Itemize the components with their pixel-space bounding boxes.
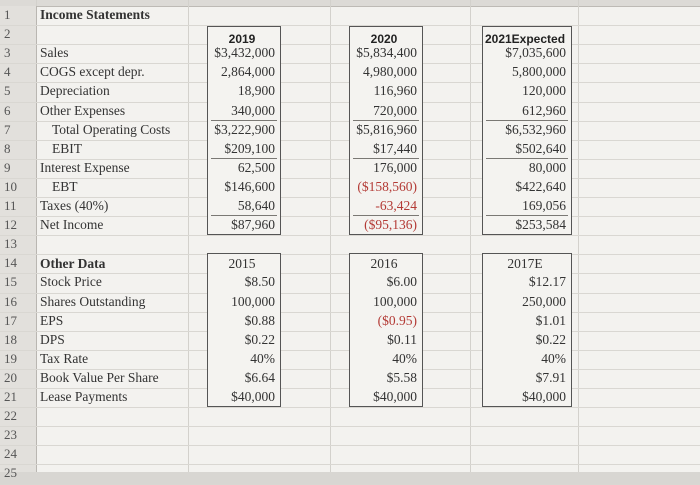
value-cell[interactable]: $0.11	[387, 331, 417, 347]
value-cell[interactable]: $209,100	[224, 140, 275, 156]
value-cell[interactable]: -63,424	[375, 198, 417, 213]
row-number[interactable]: 20	[4, 369, 17, 385]
value-cell[interactable]: $7,035,600	[505, 45, 566, 61]
row-number[interactable]: 3	[4, 45, 11, 61]
value-cell[interactable]: $6,532,960	[505, 121, 566, 137]
value-cell[interactable]: $0.88	[244, 312, 275, 328]
row-label[interactable]: COGS except depr.	[40, 64, 145, 80]
row-divider	[0, 484, 700, 485]
total-underline	[353, 215, 419, 216]
value-cell[interactable]: $422,640	[515, 178, 566, 194]
row-number[interactable]: 13	[4, 236, 17, 252]
row-number[interactable]: 12	[4, 217, 17, 233]
row-number[interactable]: 17	[4, 312, 17, 328]
row-label[interactable]: EPS	[40, 312, 64, 328]
row-number[interactable]: 1	[4, 7, 11, 22]
value-cell[interactable]: 340,000	[231, 102, 275, 118]
row-number[interactable]: 10	[4, 178, 17, 194]
row-number[interactable]: 15	[4, 274, 17, 290]
value-cell[interactable]: 5,800,000	[512, 64, 566, 80]
row-number[interactable]: 22	[4, 408, 17, 424]
row-number[interactable]: 5	[4, 83, 11, 99]
row-label[interactable]: Tax Rate	[40, 350, 89, 366]
value-cell[interactable]: 2,864,000	[221, 64, 275, 80]
row-number[interactable]: 6	[4, 102, 11, 118]
row-label[interactable]: EBT	[52, 178, 78, 194]
value-cell[interactable]: $1.01	[535, 312, 566, 328]
row-number[interactable]: 14	[4, 255, 17, 271]
value-cell[interactable]: $7.91	[535, 369, 566, 385]
row-number[interactable]: 16	[4, 293, 17, 309]
value-cell[interactable]: $6.64	[244, 369, 275, 385]
row-divider	[0, 445, 700, 446]
year-header[interactable]: 2020	[370, 32, 398, 46]
row-label[interactable]: Sales	[40, 45, 69, 61]
row-label[interactable]: Shares Outstanding	[40, 293, 146, 309]
value-cell[interactable]: $5.58	[386, 369, 417, 385]
row-number[interactable]: 18	[4, 331, 17, 347]
row-label[interactable]: EBIT	[52, 140, 82, 156]
row-divider	[0, 426, 700, 427]
row-label[interactable]: Net Income	[40, 217, 104, 233]
row-divider	[0, 235, 700, 236]
column-header-strip[interactable]	[0, 0, 700, 7]
value-cell[interactable]: $8.50	[244, 274, 275, 290]
value-cell[interactable]: $5,816,960	[356, 121, 417, 137]
value-cell[interactable]: $6.00	[386, 274, 417, 290]
row-number[interactable]: 11	[4, 198, 17, 213]
total-underline	[211, 158, 277, 159]
row-label[interactable]: DPS	[40, 331, 65, 347]
row-number[interactable]: 7	[4, 121, 11, 137]
row-label[interactable]: Taxes (40%)	[40, 198, 109, 213]
value-cell[interactable]: 169,056	[522, 198, 566, 213]
sheet-title[interactable]: Income Statements	[40, 7, 150, 22]
year-header[interactable]: 2015	[228, 256, 256, 271]
row-label[interactable]: Other Expenses	[40, 102, 126, 118]
value-cell[interactable]: $40,000	[373, 389, 417, 404]
row-number-gutter	[0, 6, 37, 481]
row-label[interactable]: Interest Expense	[40, 159, 130, 175]
total-underline	[353, 158, 419, 159]
value-cell[interactable]: 40%	[541, 350, 566, 366]
value-cell[interactable]: $0.22	[244, 331, 275, 347]
value-cell[interactable]: 18,900	[237, 83, 275, 99]
value-cell[interactable]: $3,222,900	[214, 121, 275, 137]
value-cell[interactable]: ($158,560)	[357, 178, 417, 194]
value-cell[interactable]: 120,000	[522, 83, 566, 99]
year-header[interactable]: 2016	[370, 256, 398, 271]
value-cell[interactable]: 80,000	[528, 159, 566, 175]
other-data-heading[interactable]: Other Data	[40, 256, 106, 271]
row-number[interactable]: 24	[4, 446, 17, 462]
row-divider	[0, 407, 700, 408]
value-cell[interactable]: ($95,136)	[364, 217, 417, 233]
value-cell[interactable]: 720,000	[373, 102, 417, 118]
total-underline	[211, 120, 277, 121]
value-cell[interactable]: $40,000	[231, 389, 275, 404]
row-label[interactable]: Total Operating Costs	[52, 121, 171, 137]
row-label[interactable]: Depreciation	[40, 83, 110, 99]
value-cell[interactable]: $87,960	[231, 217, 275, 233]
value-cell[interactable]: $3,432,000	[214, 45, 275, 61]
year-header[interactable]: 2021Expected	[484, 32, 566, 46]
year-header[interactable]: 2019	[228, 32, 256, 46]
row-number[interactable]: 2	[4, 26, 11, 42]
row-number[interactable]: 23	[4, 427, 17, 443]
value-cell[interactable]: $17,440	[373, 140, 417, 156]
value-cell[interactable]: 4,980,000	[363, 64, 417, 80]
value-cell[interactable]: 176,000	[373, 159, 417, 175]
value-cell[interactable]: 62,500	[237, 159, 275, 175]
value-cell[interactable]: $0.22	[535, 331, 566, 347]
value-cell[interactable]: 250,000	[522, 293, 566, 309]
row-number[interactable]: 19	[4, 350, 17, 366]
value-cell[interactable]: 40%	[392, 350, 417, 366]
total-underline	[486, 158, 568, 159]
value-cell[interactable]: $40,000	[522, 389, 566, 404]
value-cell[interactable]: $253,584	[515, 217, 566, 233]
row-label[interactable]: Book Value Per Share	[40, 369, 159, 385]
total-underline	[486, 215, 568, 216]
row-divider	[0, 464, 700, 465]
row-number[interactable]: 25	[4, 465, 17, 481]
row-number[interactable]: 8	[4, 140, 11, 156]
value-cell[interactable]: 612,960	[522, 102, 566, 118]
row-number[interactable]: 4	[4, 64, 11, 80]
total-underline	[211, 215, 277, 216]
value-cell[interactable]: 100,000	[373, 293, 417, 309]
value-cell[interactable]: $146,600	[224, 178, 275, 194]
total-underline	[353, 120, 419, 121]
value-cell[interactable]: $502,640	[515, 140, 566, 156]
value-cell[interactable]: ($0.95)	[377, 312, 417, 328]
value-cell[interactable]: 58,640	[237, 198, 275, 213]
value-cell[interactable]: 100,000	[231, 293, 275, 309]
year-header[interactable]: 2017E	[507, 256, 543, 271]
value-cell[interactable]: $12.17	[528, 274, 566, 290]
row-label[interactable]: Stock Price	[40, 274, 102, 290]
row-label[interactable]: Lease Payments	[40, 389, 128, 404]
total-underline	[486, 120, 568, 121]
value-cell[interactable]: 116,960	[373, 83, 417, 99]
row-number[interactable]: 21	[4, 389, 17, 404]
row-number[interactable]: 9	[4, 159, 11, 175]
value-cell[interactable]: 40%	[250, 350, 275, 366]
value-cell[interactable]: $5,834,400	[356, 45, 417, 61]
